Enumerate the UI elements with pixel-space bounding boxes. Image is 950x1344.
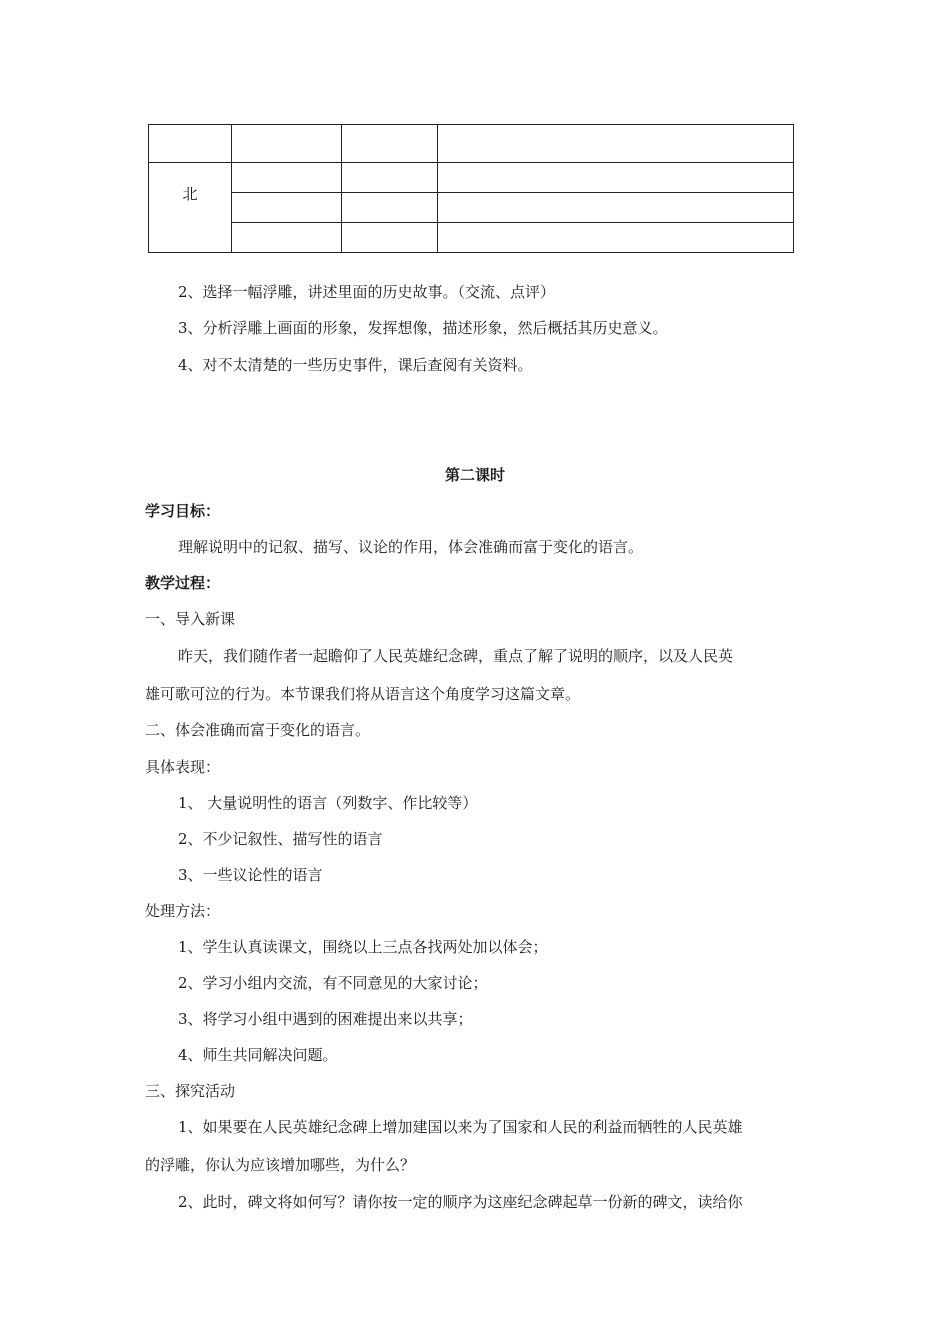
table-cell <box>342 193 438 223</box>
list-item: 1、学生认真读课文，围绕以上三点各找两处加以体会； <box>178 938 548 956</box>
list-item: 2、学习小组内交流，有不同意见的大家讨论； <box>178 974 488 992</box>
section-heading: 二、体会准确而富于变化的语言。 <box>145 721 371 739</box>
table-row <box>149 163 794 193</box>
table-cell <box>342 125 438 163</box>
lesson-title: 第二课时 <box>444 466 505 484</box>
table-row <box>149 193 794 223</box>
process-heading: 教学过程： <box>145 574 221 592</box>
list-item: 3、分析浮雕上画面的形象，发挥想像，描述形象，然后概括其历史意义。 <box>178 319 668 337</box>
table-cell <box>438 125 794 163</box>
section-heading: 一、导入新课 <box>145 610 236 628</box>
table-cell <box>438 193 794 223</box>
paragraph-line: 2、此时，碑文将如何写？请你按一定的顺序为这座纪念碑起草一份新的碑文，读给你 <box>178 1193 743 1211</box>
list-item: 4、对不太清楚的一些历史事件，课后查阅有关资料。 <box>178 356 533 374</box>
paragraph-line: 雄可歌可泣的行为。本节课我们将从语言这个角度学习这篇文章。 <box>145 685 581 703</box>
list-item: 3、一些议论性的语言 <box>178 866 323 884</box>
subheading: 具体表现： <box>145 758 221 776</box>
table-cell <box>438 223 794 253</box>
list-item: 3、将学习小组中遇到的困难提出来以共享； <box>178 1010 473 1028</box>
relief-table <box>148 124 794 253</box>
section-heading: 三、探究活动 <box>145 1082 236 1100</box>
table-cell <box>342 163 438 193</box>
paragraph-line: 昨天，我们随作者一起瞻仰了人民英雄纪念碑，重点了解了说明的顺序，以及人民英 <box>178 647 734 665</box>
table-cell <box>232 163 342 193</box>
paragraph-line: 1、如果要在人民英雄纪念碑上增加建国以来为了国家和人民的利益而牺牲的人民英雄 <box>178 1118 743 1136</box>
goals-heading: 学习目标： <box>145 502 221 520</box>
direction-cell: 北 <box>149 163 232 253</box>
table-cell <box>232 193 342 223</box>
table-cell <box>438 163 794 193</box>
table-cell <box>232 223 342 253</box>
table-row <box>149 223 794 253</box>
list-item: 1、 大量说明性的语言（列数字、作比较等） <box>178 794 478 812</box>
paragraph-line: 的浮雕，你认为应该增加哪些，为什么？ <box>145 1156 416 1174</box>
table-cell <box>232 125 342 163</box>
table-cell <box>342 223 438 253</box>
table-row <box>149 125 794 163</box>
subheading: 处理方法： <box>145 902 221 920</box>
goals-text: 理解说明中的记叙、描写、议论的作用，体会准确而富于变化的语言。 <box>178 538 644 556</box>
table-cell <box>149 125 232 163</box>
list-item: 4、师生共同解决问题。 <box>178 1046 338 1064</box>
list-item: 2、选择一幅浮雕，讲述里面的历史故事。（交流、点评） <box>178 283 556 301</box>
list-item: 2、不少记叙性、描写性的语言 <box>178 830 383 848</box>
